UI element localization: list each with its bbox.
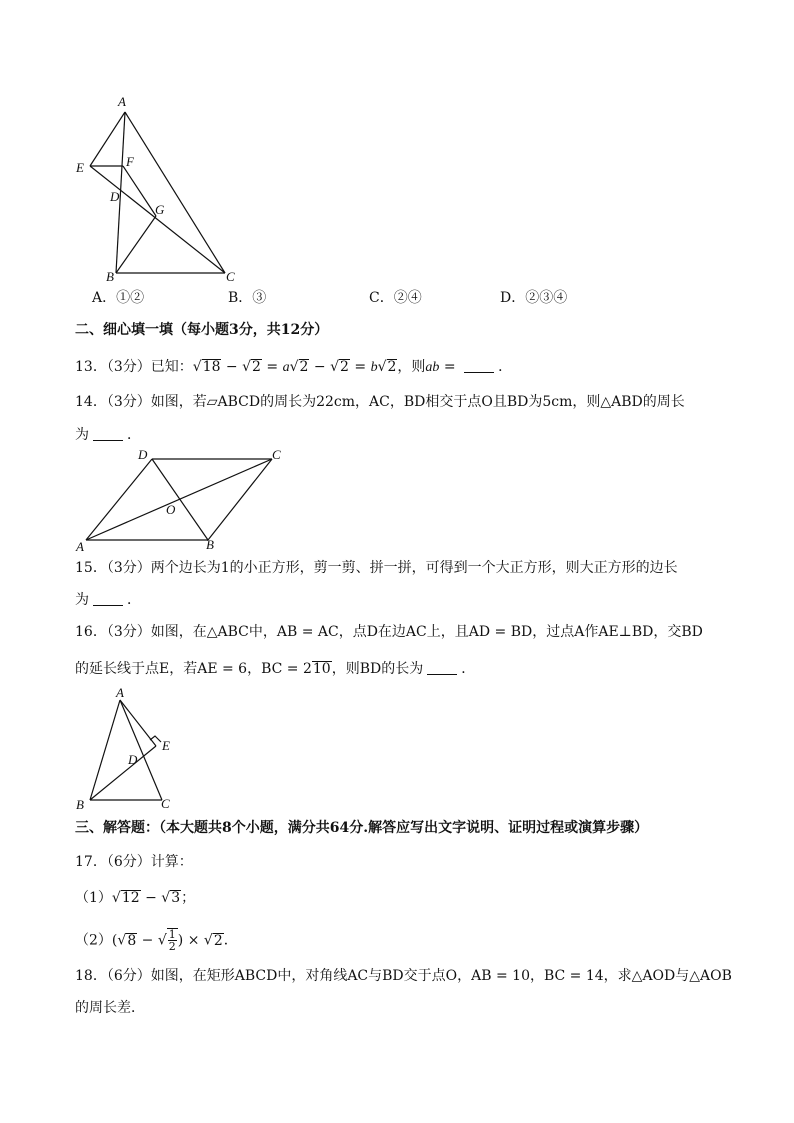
option-a[interactable]: A．①② [92,290,145,306]
label-b: B [76,797,84,812]
answer-blank-16[interactable] [427,660,457,675]
label-c: C [272,447,281,462]
section-3-heading: 三、解答题：（本大题共8个小题，满分共64分.解答应写出文字说明、证明过程或演算步骤） [75,820,649,836]
question-13: 13．（3分）已知：√18 − √2 = a√2 − √2 = b√2，则ab = ． [75,359,513,375]
label-a: A [116,685,124,700]
question-18-line-2: 的周长差． [75,1000,145,1016]
question-17-part-1: （1）√12 − √3； [75,890,196,906]
label-d: D [110,189,120,204]
label-b: B [206,537,214,552]
label-e: E [76,160,84,175]
label-c: C [226,269,235,284]
question-15-line-2: 为 ． [75,592,141,608]
question-15-line-1: 15．（3分）两个边长为1的小正方形，剪一剪、拼一拼，可得到一个大正方形，则大正方形的边长 [75,560,678,576]
label-d: D [138,447,148,462]
option-d[interactable]: D．②③④ [500,290,568,306]
figure-q12 [70,90,250,285]
answer-blank-14[interactable] [93,426,123,441]
section-2-heading: 二、细心填一填（每小题3分，共12分） [75,322,329,338]
question-14-line-2: 为 ． [75,427,141,443]
question-17-part-2: （2）(√8 − √ $\frac{1}{2}$ ) × √2． [75,928,238,953]
question-14-line-1: 14．（3分）如图，若▱ABCD的周长为22cm，AC，BD相交于点O且BD为5cm，则△ABD的周长 [75,394,685,410]
question-16-line-2: 的延长线于点E，若AE = 6，BC = 210，则BD的长为 ． [75,661,476,677]
option-b[interactable]: B．③ [228,290,267,306]
question-16-line-1: 16．（3分）如图，在△ABC中，AB = AC，点D在边AC上，且AD = BD，过点A作AE⊥BD，交BD [75,624,703,640]
label-c: C [161,796,170,811]
answer-blank-15[interactable] [93,591,123,606]
label-a: A [76,539,84,554]
label-a: A [118,94,126,109]
answer-blank-13[interactable] [464,358,494,373]
figure-q16 [72,684,192,812]
label-g: G [155,202,165,217]
label-d: D [128,752,138,767]
option-c[interactable]: C．②④ [369,290,422,306]
question-17-title: 17．（6分）计算： [75,854,193,870]
label-e: E [162,738,170,753]
figure-q14 [72,445,292,555]
label-o: O [166,502,176,517]
label-f: F [126,154,134,169]
label-b: B [106,269,114,284]
question-18-line-1: 18．（6分）如图，在矩形ABCD中，对角线AC与BD交于点O，AB = 10，BC = 14，求△AOD与△AOB [75,968,732,984]
